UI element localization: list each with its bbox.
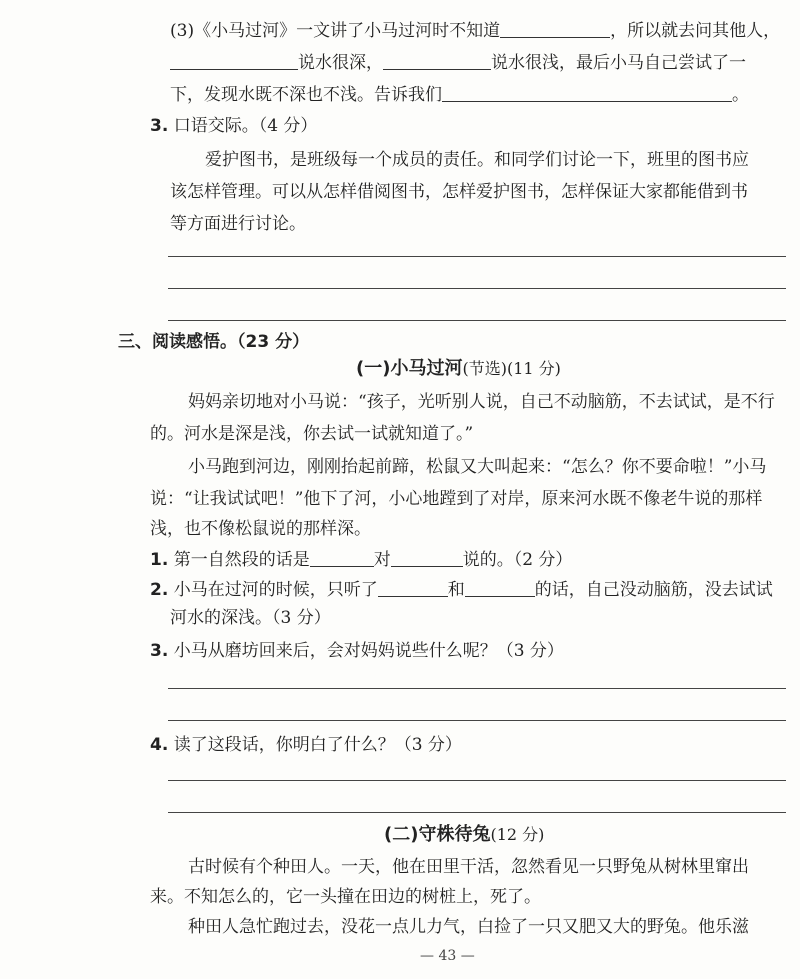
passage2-p1-line2: 来。不知怎么的，它一头撞在田边的树桩上，死了。 — [150, 887, 541, 907]
oral-line-2: 该怎样管理。可以从怎样借阅图书，怎样爱护图书，怎样保证大家都能借到书 — [170, 182, 748, 202]
passage2-title-row — [384, 824, 544, 846]
p1-q1-text-b: 对 — [373, 550, 391, 570]
passage1-p2-line3: 浅，也不像松鼠说的那样深。 — [150, 519, 371, 539]
p1-q4-number: 4. — [150, 735, 169, 755]
p1-q2-text-c: 的话，自己没动脑筋，没去试试 — [534, 580, 773, 600]
q3-blank-2[interactable] — [170, 52, 298, 70]
p1-q1-number: 1. — [150, 550, 169, 570]
oral-answer-line-3[interactable] — [168, 320, 786, 321]
p1-q1-text-c: 说的。（2 分） — [462, 550, 573, 570]
passage1-score: (11 分) — [506, 359, 561, 378]
q3-line1-text-a: (3)《小马过河》一文讲了小马过河时不知道 — [170, 21, 501, 41]
p1-q1-text-a: 第一自然段的话是 — [173, 550, 310, 570]
oral-answer-line-2[interactable] — [168, 288, 786, 289]
oral-line-1: 爱护图书，是班级每一个成员的责任。和同学们讨论一下，班里的图书应 — [205, 150, 749, 170]
page-number: — 43 — — [420, 948, 475, 964]
q3-line3-end: 。 — [732, 85, 749, 105]
q3-blank-1[interactable] — [500, 20, 610, 38]
p1-q3-answer-line-2[interactable] — [168, 720, 786, 721]
oral-number: 3. — [150, 116, 169, 136]
p1-q4-text: 读了这段话，你明白了什么？（3 分） — [173, 735, 462, 755]
q3-line2-text-a: 说水很深， — [298, 53, 383, 73]
oral-answer-line-1[interactable] — [168, 256, 786, 257]
q3-line1-text-b: ，所以就去问其他人， — [610, 21, 781, 41]
p1-q1-blank-2[interactable] — [391, 549, 463, 567]
passage2-p2-line1: 种田人急忙跑过去，没花一点儿力气，白捡了一只又肥又大的野兔。他乐滋 — [188, 917, 749, 937]
p1-question-1 — [150, 549, 572, 570]
p1-q2-text-a: 小马在过河的时候，只听了 — [173, 580, 378, 600]
passage1-note: (节选) — [462, 359, 507, 378]
p1-q2-line2: 河水的深浅。（3 分） — [170, 608, 331, 628]
passage1-p2-line1: 小马跑到河边，刚刚抬起前蹄，松鼠又大叫起来：“怎么？你不要命啦！”小马 — [188, 457, 767, 477]
p1-q2-blank-1[interactable] — [378, 579, 448, 597]
oral-line-3: 等方面进行讨论。 — [170, 214, 306, 234]
p1-q1-blank-1[interactable] — [310, 549, 374, 567]
p1-question-2 — [150, 579, 773, 600]
p1-q4-answer-line-1[interactable] — [168, 780, 786, 781]
p1-q2-text-b: 和 — [447, 580, 465, 600]
passage2-score: (12 分) — [490, 825, 545, 844]
passage1-p2-line2: 说：“让我试试吧！”他下了河，小心地蹚到了对岸，原来河水既不像老牛说的那样 — [150, 489, 763, 509]
p1-question-3 — [150, 641, 564, 661]
oral-question-heading — [150, 116, 317, 136]
q3-item-line3 — [170, 84, 749, 105]
q3-item-line2 — [170, 52, 746, 73]
q3-blank-3[interactable] — [383, 52, 491, 70]
p1-q2-blank-2[interactable] — [465, 579, 535, 597]
passage1-p1-line2: 的。河水是深是浅，你去试一试就知道了。” — [150, 424, 474, 444]
section3-heading: 三、阅读感悟。（23 分） — [118, 332, 310, 352]
p1-q4-answer-line-2[interactable] — [168, 812, 786, 813]
p1-q2-number: 2. — [150, 580, 169, 600]
p1-q3-text: 小马从磨坊回来后，会对妈妈说些什么呢？（3 分） — [173, 641, 564, 661]
passage2-title: (二)守株待兔 — [384, 824, 491, 845]
p1-q3-answer-line-1[interactable] — [168, 688, 786, 689]
q3-line2-text-b: 说水很浅，最后小马自己尝试了一 — [491, 53, 746, 73]
passage1-p1-line1: 妈妈亲切地对小马说：“孩子，光听别人说，自己不动脑筋，不去试试，是不行 — [188, 392, 775, 412]
oral-heading-text: 口语交际。（4 分） — [173, 116, 318, 136]
q3-item-line1 — [170, 20, 780, 41]
p1-q3-number: 3. — [150, 641, 169, 661]
passage2-p1-line1: 古时候有个种田人。一天，他在田里干活，忽然看见一只野兔从树林里窜出 — [188, 857, 749, 877]
q3-line3-text: 下，发现水既不深也不浅。告诉我们 — [170, 85, 442, 105]
p1-question-4 — [150, 735, 462, 755]
passage1-title-row — [356, 358, 561, 380]
q3-blank-4[interactable] — [442, 84, 732, 102]
passage1-title: (一)小马过河 — [356, 358, 463, 379]
